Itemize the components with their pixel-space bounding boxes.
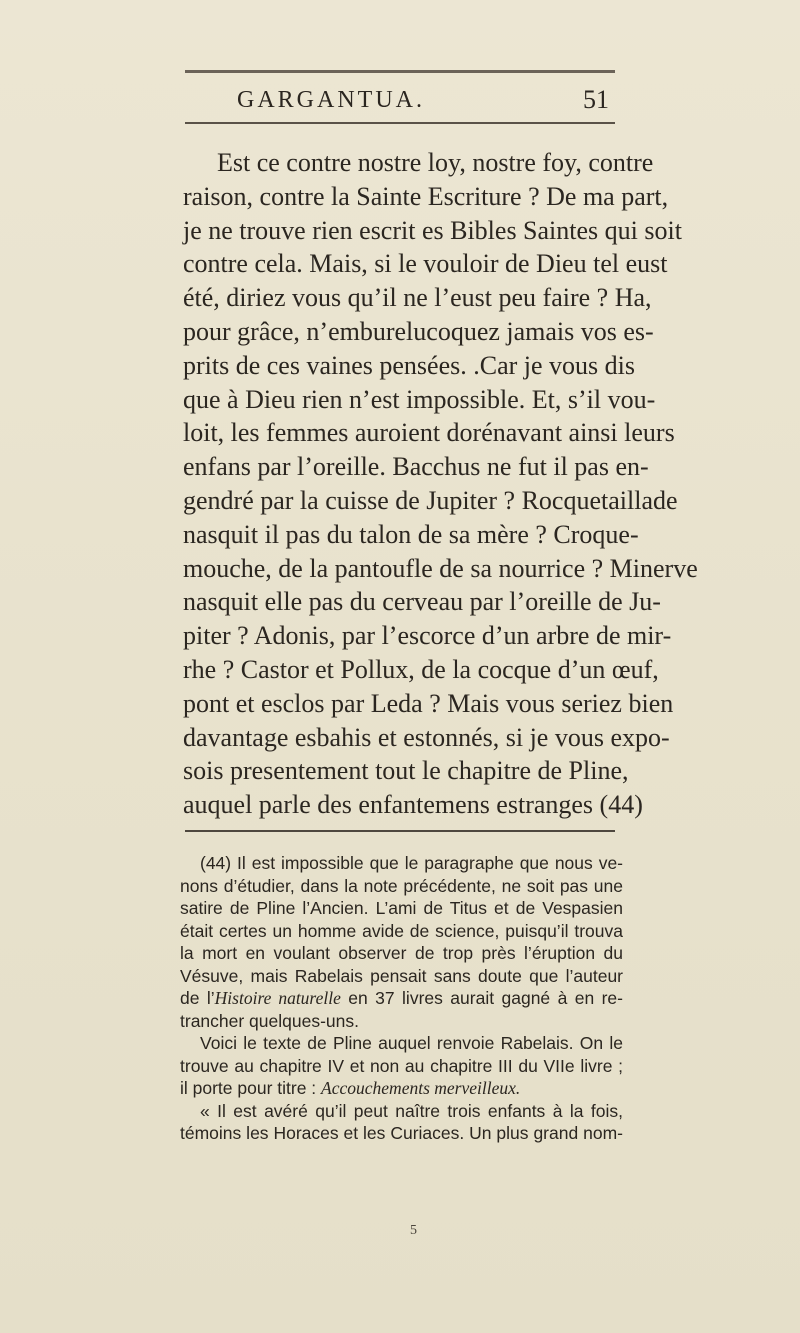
text-line: auquel parle des enfantemens estranges (44) bbox=[183, 790, 643, 820]
text-line: mouche, de la pantoufle de sa nourrice ? Minerve bbox=[183, 553, 698, 583]
text-line: prits de ces vaines pensées. .Car je vous dis bbox=[183, 350, 636, 380]
footnote-text: il porte pour titre : bbox=[180, 1078, 322, 1098]
main-text bbox=[183, 146, 698, 822]
footnote-line: nons d’étudier, dans la note précédente, ne soit pas une bbox=[180, 875, 623, 896]
top-rule bbox=[185, 70, 615, 73]
text-line: rhe ? Castor et Pollux, de la cocque d’un œuf, bbox=[183, 654, 659, 684]
footnote-rule bbox=[185, 830, 615, 832]
footnote-text: en 37 livres aurait gagné à en re- bbox=[340, 988, 623, 1008]
footnote-line: satire de Pline l’Ancien. L’ami de Titus et de Vespasien bbox=[180, 898, 623, 918]
footnote-line: était certes un homme avide de science, puisqu’il trouva bbox=[180, 920, 623, 941]
text-line: été, diriez vous qu’il ne l’eust peu faire ? Ha, bbox=[183, 283, 652, 313]
footnote-line: la mort en voulant observer de trop près l’éruption du bbox=[180, 943, 623, 963]
footnote-line bbox=[180, 1077, 623, 1100]
text-line: contre cela. Mais, si le vouloir de Dieu tel eust bbox=[183, 249, 668, 279]
footnote-line: trancher quelques-uns. bbox=[180, 1010, 359, 1031]
text-line: piter ? Adonis, par l’escorce d’un arbre de mir- bbox=[183, 621, 672, 651]
footnote bbox=[180, 852, 623, 1145]
chapter-title: Accouchements merveilleux. bbox=[321, 1078, 521, 1098]
signature-mark: 5 bbox=[410, 1223, 417, 1238]
running-title: GARGANTUA. bbox=[237, 87, 425, 113]
text-line: nasquit elle pas du cerveau par l’oreille de Ju- bbox=[183, 587, 661, 617]
text-line: Est ce contre nostre loy, nostre foy, contre bbox=[217, 148, 654, 177]
text-line: que à Dieu rien n’est impossible. Et, s’il vou- bbox=[183, 384, 656, 414]
text-line: raison, contre la Sainte Escriture ? De ma part, bbox=[183, 181, 669, 211]
text-line: enfans par l’oreille. Bacchus ne fut il pas en- bbox=[183, 452, 649, 482]
text-line: gendré par la cuisse de Jupiter ? Rocquetaillade bbox=[183, 485, 678, 515]
text-line: davantage esbahis et estonnés, si je vous expo- bbox=[183, 722, 670, 752]
book-title: Histoire naturelle bbox=[214, 988, 341, 1008]
footnote-line: trouve au chapitre IV et non au chapitre III du VIIe livre ; bbox=[180, 1055, 623, 1076]
footnote-line bbox=[180, 987, 623, 1010]
page-number: 51 bbox=[583, 85, 609, 114]
text-line: pont et esclos par Leda ? Mais vous seriez bien bbox=[183, 688, 674, 718]
text-line: sois presentement tout le chapitre de Pline, bbox=[183, 756, 629, 786]
footnote-line: Voici le texte de Pline auquel renvoie Rabelais. On le bbox=[200, 1033, 623, 1053]
footnote-text: de l’ bbox=[180, 988, 215, 1008]
footnote-line: témoins les Horaces et les Curiaces. Un plus grand nom- bbox=[180, 1123, 623, 1143]
text-line: je ne trouve rien escrit es Bibles Saintes qui soit bbox=[183, 215, 682, 245]
text-line: pour grâce, n’emburelucoquez jamais vos es- bbox=[183, 316, 654, 346]
footnote-line: Vésuve, mais Rabelais pensait sans doute que l’auteur bbox=[180, 965, 623, 986]
text-line: loit, les femmes auroient dorénavant ainsi leurs bbox=[183, 418, 675, 448]
footnote-line: (44) Il est impossible que le paragraphe que nous ve- bbox=[200, 853, 623, 873]
footnote-line: « Il est avéré qu’il peut naître trois enfants à la fois, bbox=[200, 1100, 623, 1121]
head-rule bbox=[185, 122, 615, 124]
running-head bbox=[185, 84, 615, 116]
text-line: nasquit il pas du talon de sa mère ? Croque- bbox=[183, 519, 639, 549]
